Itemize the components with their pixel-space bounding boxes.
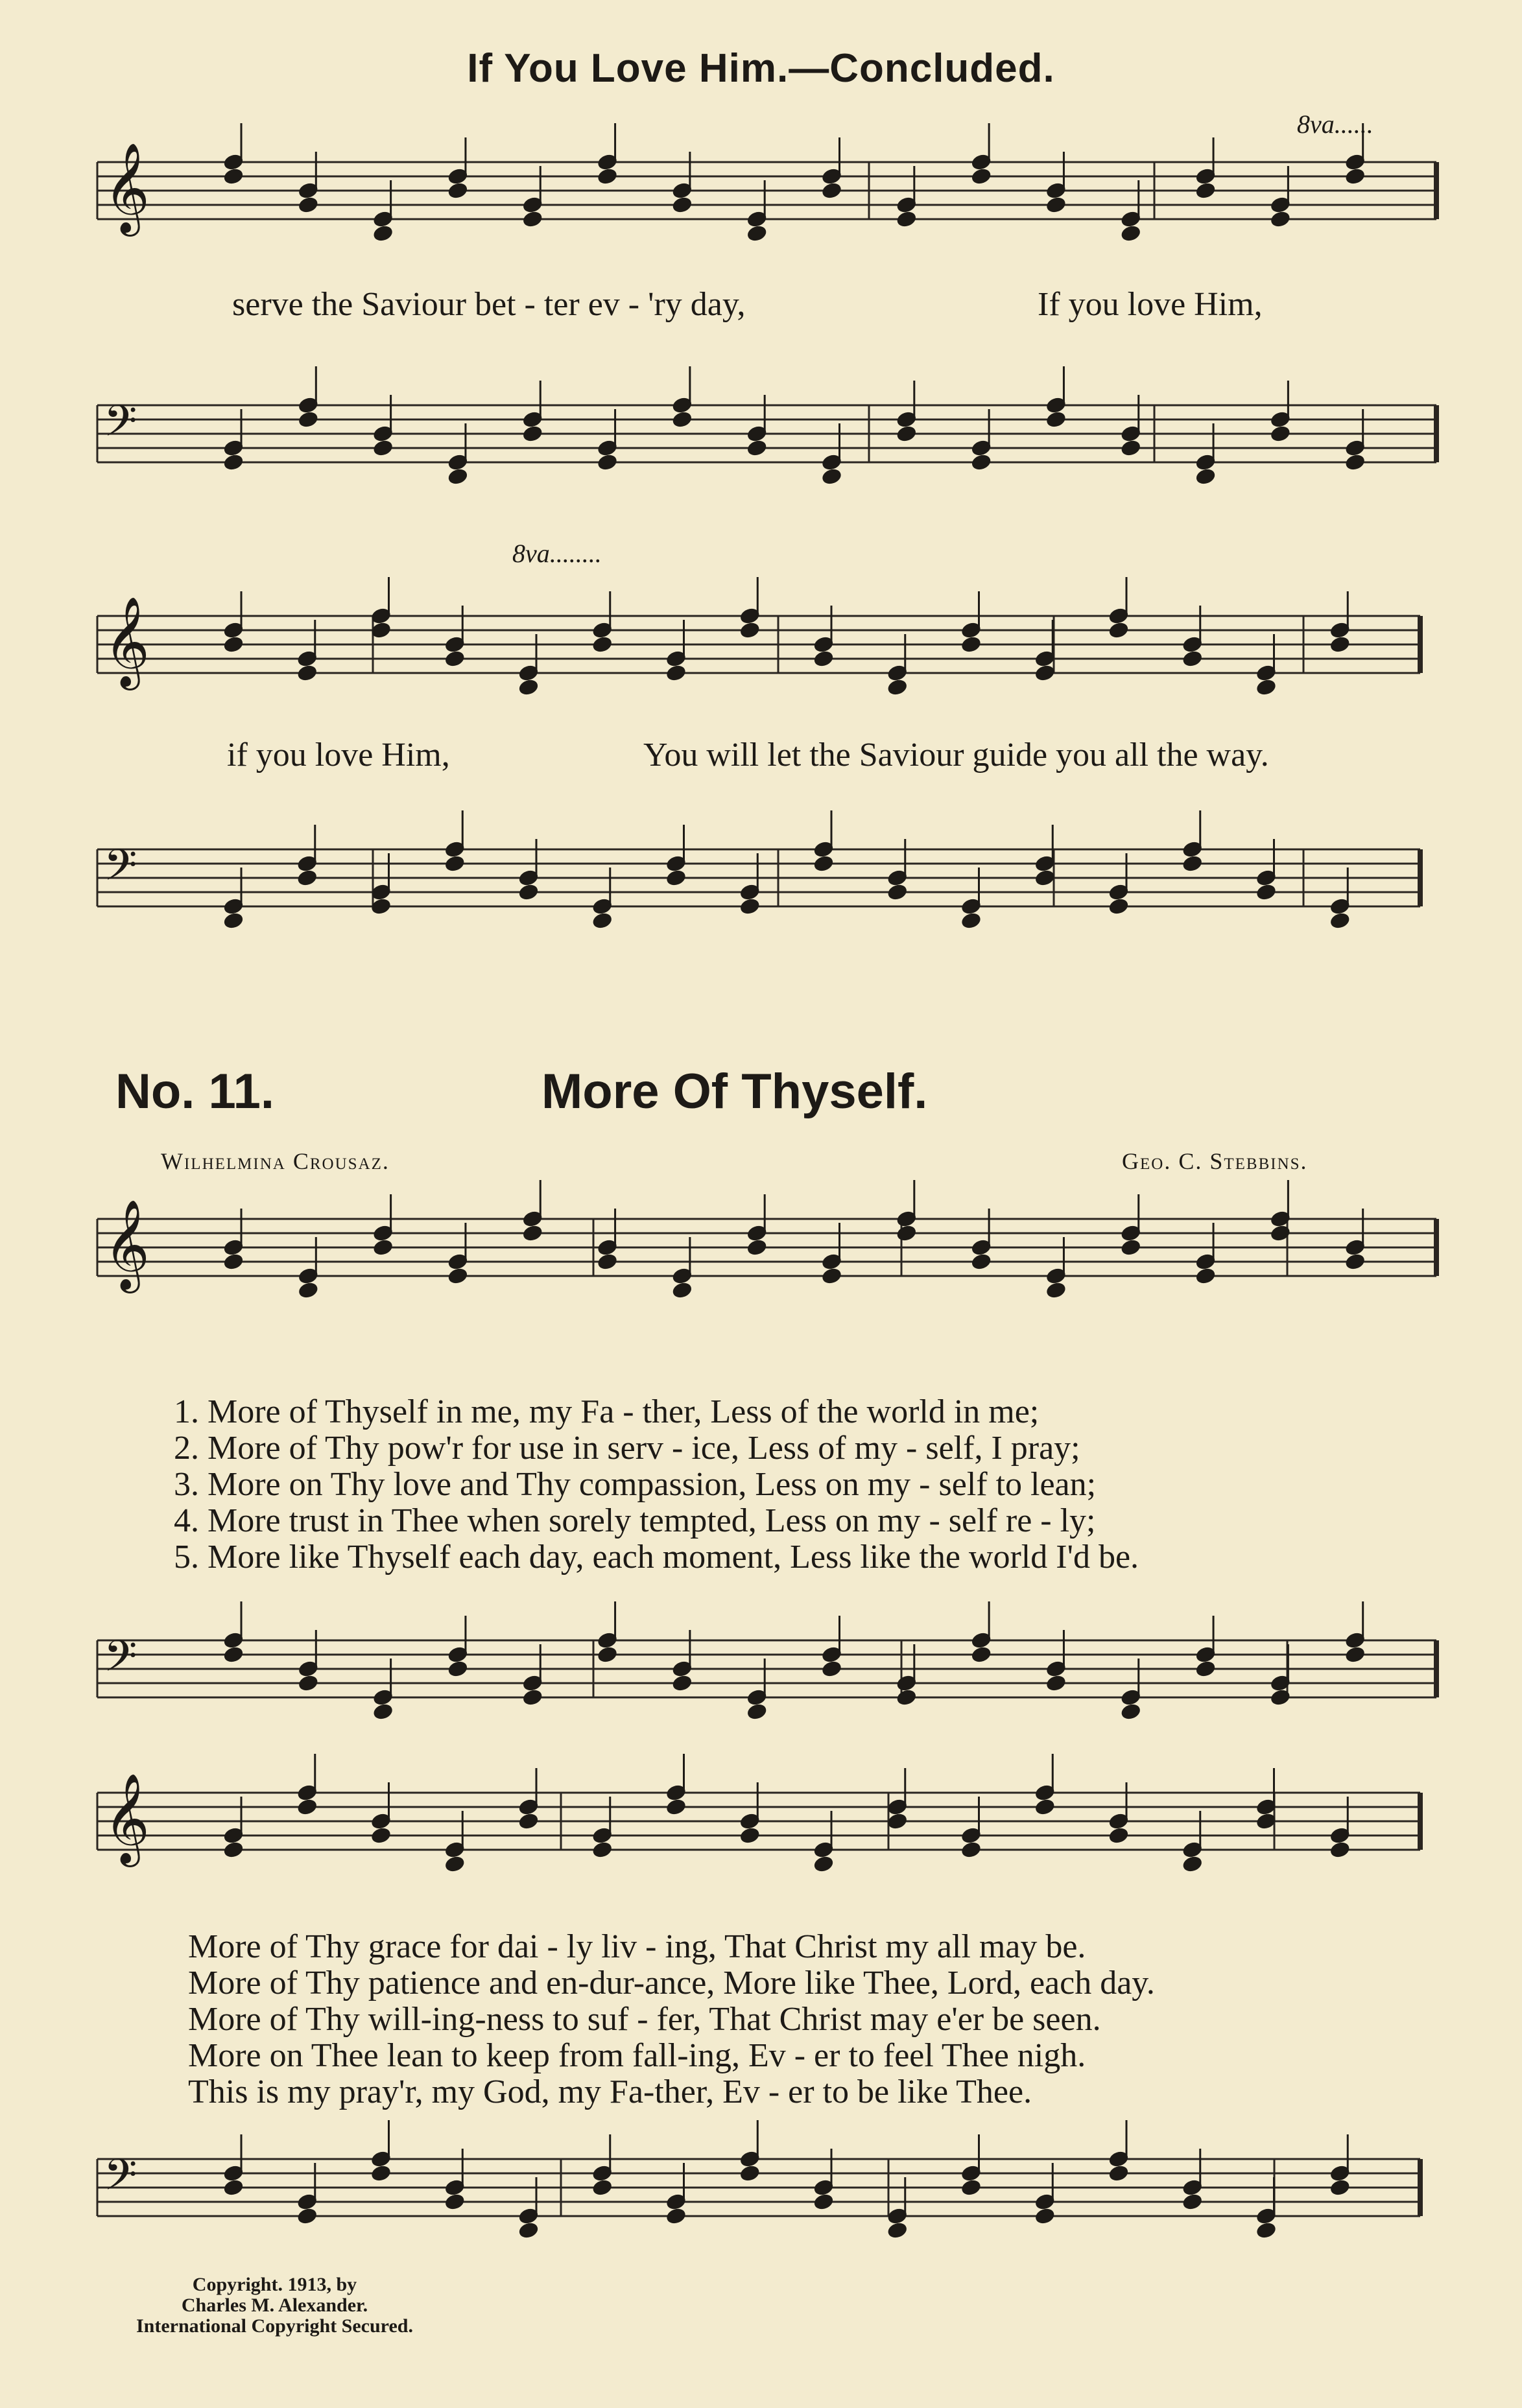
- note-head: [814, 1856, 834, 1872]
- treble-clef: 𝄞: [104, 143, 150, 233]
- note-head: [1046, 1675, 1066, 1692]
- note-head: [1121, 1703, 1141, 1720]
- note-head: [1345, 1253, 1365, 1270]
- note-head: [1345, 454, 1365, 471]
- note-head: [814, 855, 834, 872]
- note-head: [1330, 912, 1350, 929]
- note-head: [224, 1841, 244, 1858]
- note-head: [740, 2165, 760, 2182]
- note-head: [822, 1268, 842, 1284]
- note-head: [1196, 1660, 1216, 1677]
- note-head: [1182, 1856, 1202, 1872]
- note-head: [1270, 425, 1290, 442]
- note-head: [672, 1282, 693, 1299]
- note-head: [1345, 168, 1365, 185]
- lyricist-credit: Wilhelmina Crousaz.: [161, 1148, 390, 1174]
- note-head: [597, 454, 617, 471]
- hymn-number: No. 11.: [115, 1064, 274, 1119]
- note-head: [1046, 411, 1066, 428]
- verse-1-line-2: More of Thy grace for dai - ly liv - ing, That Christ my all may be.: [188, 1928, 1086, 1965]
- verse-2-line-1: 2. More of Thy pow'r for use in serv - ice, Less of my - self, I pray;: [174, 1430, 1080, 1467]
- note-head: [1256, 884, 1276, 901]
- note-head: [961, 1841, 981, 1858]
- note-head: [1256, 1813, 1276, 1830]
- note-head: [1182, 2193, 1202, 2210]
- note-head: [224, 1646, 244, 1663]
- note-head: [1196, 468, 1216, 485]
- note-head: [371, 898, 391, 915]
- bass-clef: 𝄢: [104, 1631, 137, 1692]
- note-head: [373, 225, 393, 242]
- composer-credit: Geo. C. Stebbins.: [1122, 1148, 1308, 1174]
- copyright-notice: [136, 2274, 413, 2337]
- note-head: [1035, 869, 1055, 886]
- note-head: [523, 425, 543, 442]
- note-head: [887, 884, 907, 901]
- note-head: [971, 1646, 992, 1663]
- note-head: [448, 1660, 468, 1677]
- note-head: [519, 1813, 539, 1830]
- note-head: [298, 1282, 318, 1299]
- note-head: [740, 1827, 760, 1844]
- song1-lyric-row1-a: serve the Saviour bet - ter ev - 'ry day,: [232, 286, 746, 323]
- note-head: [740, 622, 760, 639]
- note-head: [747, 440, 767, 456]
- note-head: [448, 468, 468, 485]
- note-head: [1035, 2208, 1055, 2225]
- note-head: [597, 1646, 617, 1663]
- note-head: [897, 1225, 917, 1242]
- note-head: [1196, 1268, 1216, 1284]
- note-head: [298, 411, 318, 428]
- note-head: [297, 869, 317, 886]
- note-head: [971, 1253, 992, 1270]
- note-head: [897, 425, 917, 442]
- note-head: [897, 211, 917, 228]
- copyright-line-2: Charles M. Alexander.: [181, 2295, 368, 2316]
- note-head: [592, 2179, 612, 2196]
- note-head: [666, 2208, 686, 2225]
- note-head: [224, 168, 244, 185]
- note-head: [740, 898, 760, 915]
- bass-clef: 𝄢: [104, 2150, 137, 2210]
- note-head: [1345, 1646, 1365, 1663]
- verse-3-line-2: More of Thy will-ing-ness to suf - fer, That Christ may e'er be seen.: [188, 2001, 1101, 2038]
- note-head: [445, 855, 465, 872]
- note-head: [1330, 636, 1350, 653]
- note-head: [887, 2222, 907, 2239]
- note-head: [224, 2179, 244, 2196]
- note-head: [297, 1799, 317, 1815]
- note-head: [523, 1225, 543, 1242]
- note-head: [445, 2193, 465, 2210]
- note-head: [1109, 1827, 1129, 1844]
- song1-lyric-row2-b: You will let the Saviour guide you all the way.: [643, 737, 1269, 773]
- copyright-line-1: Copyright. 1913, by: [192, 2274, 357, 2295]
- note-head: [523, 211, 543, 228]
- note-head: [822, 182, 842, 199]
- note-head: [448, 182, 468, 199]
- note-head: [747, 1239, 767, 1256]
- treble-clef: 𝄞: [104, 596, 150, 687]
- note-head: [1121, 1239, 1141, 1256]
- treble-clef: 𝄞: [104, 1199, 150, 1290]
- note-head: [887, 679, 907, 696]
- note-head: [672, 196, 693, 213]
- verse-2-line-2: More of Thy patience and en-dur-ance, More like Thee, Lord, each day.: [188, 1965, 1155, 2001]
- note-head: [298, 196, 318, 213]
- note-head: [597, 1253, 617, 1270]
- note-head: [224, 1253, 244, 1270]
- note-head: [519, 2222, 539, 2239]
- note-head: [592, 636, 612, 653]
- ottava-mark-2: 8va........: [512, 539, 602, 568]
- note-head: [597, 168, 617, 185]
- note-head: [822, 468, 842, 485]
- note-head: [1046, 196, 1066, 213]
- note-head: [373, 1703, 393, 1720]
- note-head: [887, 1813, 907, 1830]
- page-header-title: If You Love Him.—Concluded.: [467, 46, 1055, 91]
- note-head: [672, 1675, 693, 1692]
- verse-1-line-1: 1. More of Thyself in me, my Fa - ther, Less of the world in me;: [174, 1393, 1040, 1430]
- note-head: [1330, 1841, 1350, 1858]
- note-head: [747, 1703, 767, 1720]
- bass-clef: 𝄢: [104, 396, 137, 456]
- note-head: [445, 1856, 465, 1872]
- note-head: [592, 912, 612, 929]
- note-head: [523, 1689, 543, 1706]
- note-head: [371, 2165, 391, 2182]
- bass-clef: 𝄢: [104, 840, 137, 901]
- note-head: [1046, 1282, 1066, 1299]
- note-head: [1256, 679, 1276, 696]
- note-head: [298, 1675, 318, 1692]
- note-head: [373, 440, 393, 456]
- note-head: [971, 454, 992, 471]
- note-head: [1121, 225, 1141, 242]
- note-head: [224, 636, 244, 653]
- note-head: [224, 912, 244, 929]
- note-head: [666, 869, 686, 886]
- note-head: [519, 884, 539, 901]
- note-head: [445, 650, 465, 667]
- note-head: [297, 2208, 317, 2225]
- copyright-line-3: International Copyright Secured.: [136, 2315, 413, 2337]
- verse-3-line-1: 3. More on Thy love and Thy compassion, Less on my - self to lean;: [174, 1466, 1097, 1503]
- note-head: [971, 168, 992, 185]
- note-head: [1121, 440, 1141, 456]
- note-head: [1035, 1799, 1055, 1815]
- note-head: [592, 1841, 612, 1858]
- note-head: [448, 1268, 468, 1284]
- note-head: [1196, 182, 1216, 199]
- hymn-title: More Of Thyself.: [541, 1064, 928, 1119]
- verse-5-line-2: This is my pray'r, my God, my Fa-ther, Ev - er to be like Thee.: [188, 2073, 1032, 2110]
- note-head: [666, 665, 686, 681]
- note-head: [371, 1827, 391, 1844]
- note-head: [672, 411, 693, 428]
- song1-lyric-row1-b: If you love Him,: [1038, 286, 1263, 323]
- note-head: [666, 1799, 686, 1815]
- note-head: [747, 225, 767, 242]
- ottava-mark: 8va......: [1297, 110, 1373, 139]
- note-head: [519, 679, 539, 696]
- song1-lyric-row2-a: if you love Him,: [227, 737, 450, 773]
- verse-4-line-2: More on Thee lean to keep from fall-ing, Ev - er to feel Thee nigh.: [188, 2037, 1086, 2074]
- note-head: [1182, 855, 1202, 872]
- note-head: [1330, 2179, 1350, 2196]
- note-head: [1109, 622, 1129, 639]
- note-head: [822, 1660, 842, 1677]
- note-head: [1109, 2165, 1129, 2182]
- note-head: [1270, 211, 1290, 228]
- note-head: [814, 650, 834, 667]
- note-head: [1182, 650, 1202, 667]
- note-head: [961, 912, 981, 929]
- note-head: [1109, 898, 1129, 915]
- verse-4-line-1: 4. More trust in Thee when sorely tempted, Less on my - self re - ly;: [174, 1502, 1096, 1539]
- note-head: [373, 1239, 393, 1256]
- verse-5-line-1: 5. More like Thyself each day, each moment, Less like the world I'd be.: [174, 1539, 1139, 1576]
- note-head: [297, 665, 317, 681]
- note-head: [224, 454, 244, 471]
- note-head: [897, 1689, 917, 1706]
- treble-clef: 𝄞: [104, 1773, 150, 1863]
- note-head: [1256, 2222, 1276, 2239]
- note-head: [961, 2179, 981, 2196]
- note-head: [814, 2193, 834, 2210]
- note-head: [371, 622, 391, 639]
- note-head: [961, 636, 981, 653]
- note-head: [1035, 665, 1055, 681]
